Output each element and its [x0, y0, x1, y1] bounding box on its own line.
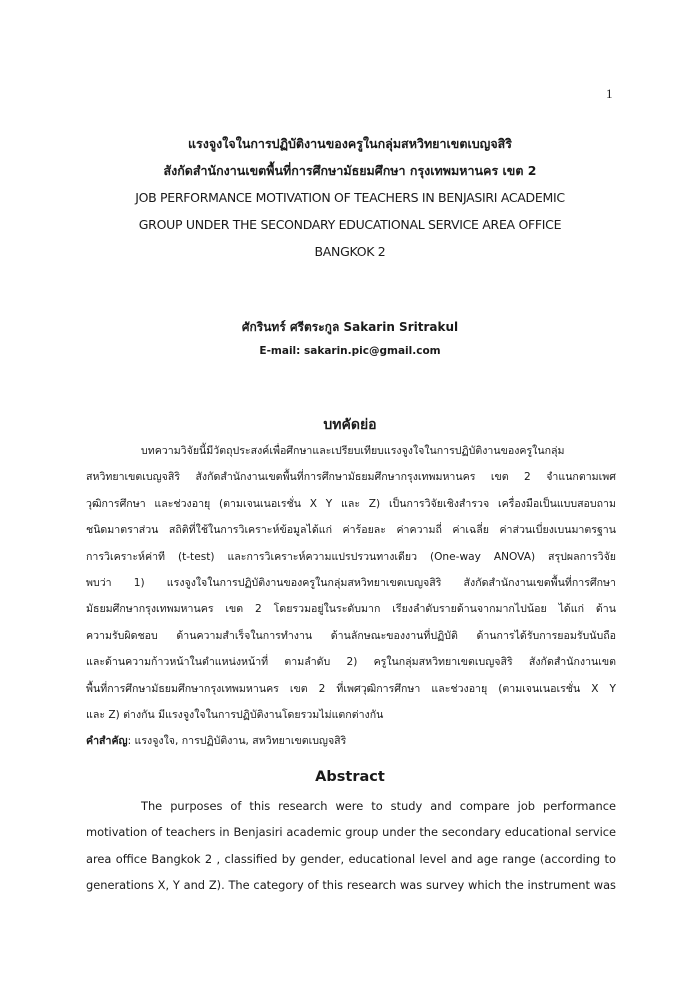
abstract-th-line: พบว่า 1) แรงจูงใจในการปฏิบัติงานของครูในกลุ่มสหวิทยาเขตเบญจสิริ สังกัดสำนักงานเขตพื้นที่การศึกษา — [86, 577, 616, 590]
abstract-en-heading: Abstract — [315, 769, 385, 785]
abstract-th-line: และด้านความก้าวหน้าในตำแหน่งหน้าที่ ตามลำดับ 2) ครูในกลุ่มสหวิทยาเขตเบญจสิริ สังกัดสำนักงานเขต — [86, 656, 616, 669]
abstract-th-line: ชนิดมาตราส่วน สถิติที่ใช้ในการวิเคราะห์ข้อมูลได้แก่ ค่าร้อยละ ค่าความถี่ ค่าเฉลี่ย ค่าส่วนเบี่ยงเบนมาตรฐาน — [86, 524, 616, 537]
abstract-th-line: พื้นที่การศึกษามัธยมศึกษากรุงเทพมหานคร เขต 2 ที่เพศวุฒิการศึกษา และช่วงอายุ (ตามเจนเนอเรชั่น X Y — [86, 682, 616, 695]
author-email: E-mail: sakarin.pic@gmail.com — [259, 345, 441, 357]
title-en-line-1: JOB PERFORMANCE MOTIVATION OF TEACHERS IN BENJASIRI ACADEMIC — [135, 190, 565, 205]
abstract-th-line: วุฒิการศึกษา และช่วงอายุ (ตามเจนเนอเรชั่น X Y และ Z) เป็นการวิจัยเชิงสำรวจ เครื่องมือเป็นแบบสอบถาม — [86, 497, 616, 510]
abstract-en-line: area office Bangkok 2 , classified by gender, educational level and age range (according to — [86, 851, 616, 866]
keywords-line — [86, 728, 616, 754]
keywords-values: : แรงจูงใจ, การปฏิบัติงาน, สหวิทยาเขตเบญจสิริ — [127, 735, 347, 748]
abstract-th-body — [86, 438, 616, 755]
paper-title — [60, 130, 640, 265]
abstract-en-line: The purposes of this research were to study and compare job performance — [141, 799, 616, 813]
title-th-line-2: สังกัดสำนักงานเขตพื้นที่การศึกษามัธยมศึกษา กรุงเทพมหานคร เขต 2 — [163, 163, 537, 178]
abstract-th-line: สหวิทยาเขตเบญจสิริ สังกัดสำนักงานเขตพื้นที่การศึกษามัธยมศึกษากรุงเทพมหานคร เขต 2 จำแนกตามเพศ — [86, 471, 616, 484]
page-number: 1 — [606, 86, 613, 101]
author-name: ศักรินทร์ ศรีตระกูล Sakarin Sritrakul — [241, 320, 459, 334]
title-th-line-1: แรงจูงใจในการปฏิบัติงานของครูในกลุ่มสหวิทยาเขตเบญจสิริ — [187, 136, 512, 151]
title-en-line-3: BANGKOK 2 — [314, 244, 386, 259]
abstract-th-line: มัธยมศึกษากรุงเทพมหานคร เขต 2 โดยรวมอยู่ในระดับมาก เรียงลำดับรายด้านจากมากไปน้อย ได้แก่ ด้าน — [86, 603, 616, 616]
abstract-en-body — [86, 793, 616, 899]
abstract-th-line: ความรับผิดชอบ ด้านความสำเร็จในการทำงาน ด้านลักษณะของงานที่ปฏิบัติ ด้านการได้รับการยอมรับนับถือ — [86, 629, 616, 642]
keywords-label: คำสำคัญ — [86, 735, 128, 748]
abstract-en-line: motivation of teachers in Benjasiri academic group under the secondary educational service — [86, 825, 616, 840]
abstract-th-line: บทความวิจัยนี้มีวัตถุประสงค์เพื่อศึกษาและเปรียบเทียบแรงจูงใจในการปฏิบัติงานของครูในกลุ่ม — [141, 445, 565, 457]
abstract-th-line: การวิเคราะห์ค่าที (t-test) และการวิเคราะห์ความแปรปรวนทางเดียว (One-way ANOVA) สรุปผลการวิจัย — [86, 550, 616, 563]
title-en-line-2: GROUP UNDER THE SECONDARY EDUCATIONAL SERVICE AREA OFFICE — [138, 217, 562, 232]
abstract-th-line: และ Z) ต่างกัน มีแรงจูงใจในการปฏิบัติงานโดยรวมไม่แตกต่างกัน — [86, 709, 384, 722]
abstract-en-line: generations X, Y and Z). The category of this research was survey which the instrument was — [86, 878, 616, 893]
abstract-th-heading: บทคัดย่อ — [323, 417, 377, 433]
